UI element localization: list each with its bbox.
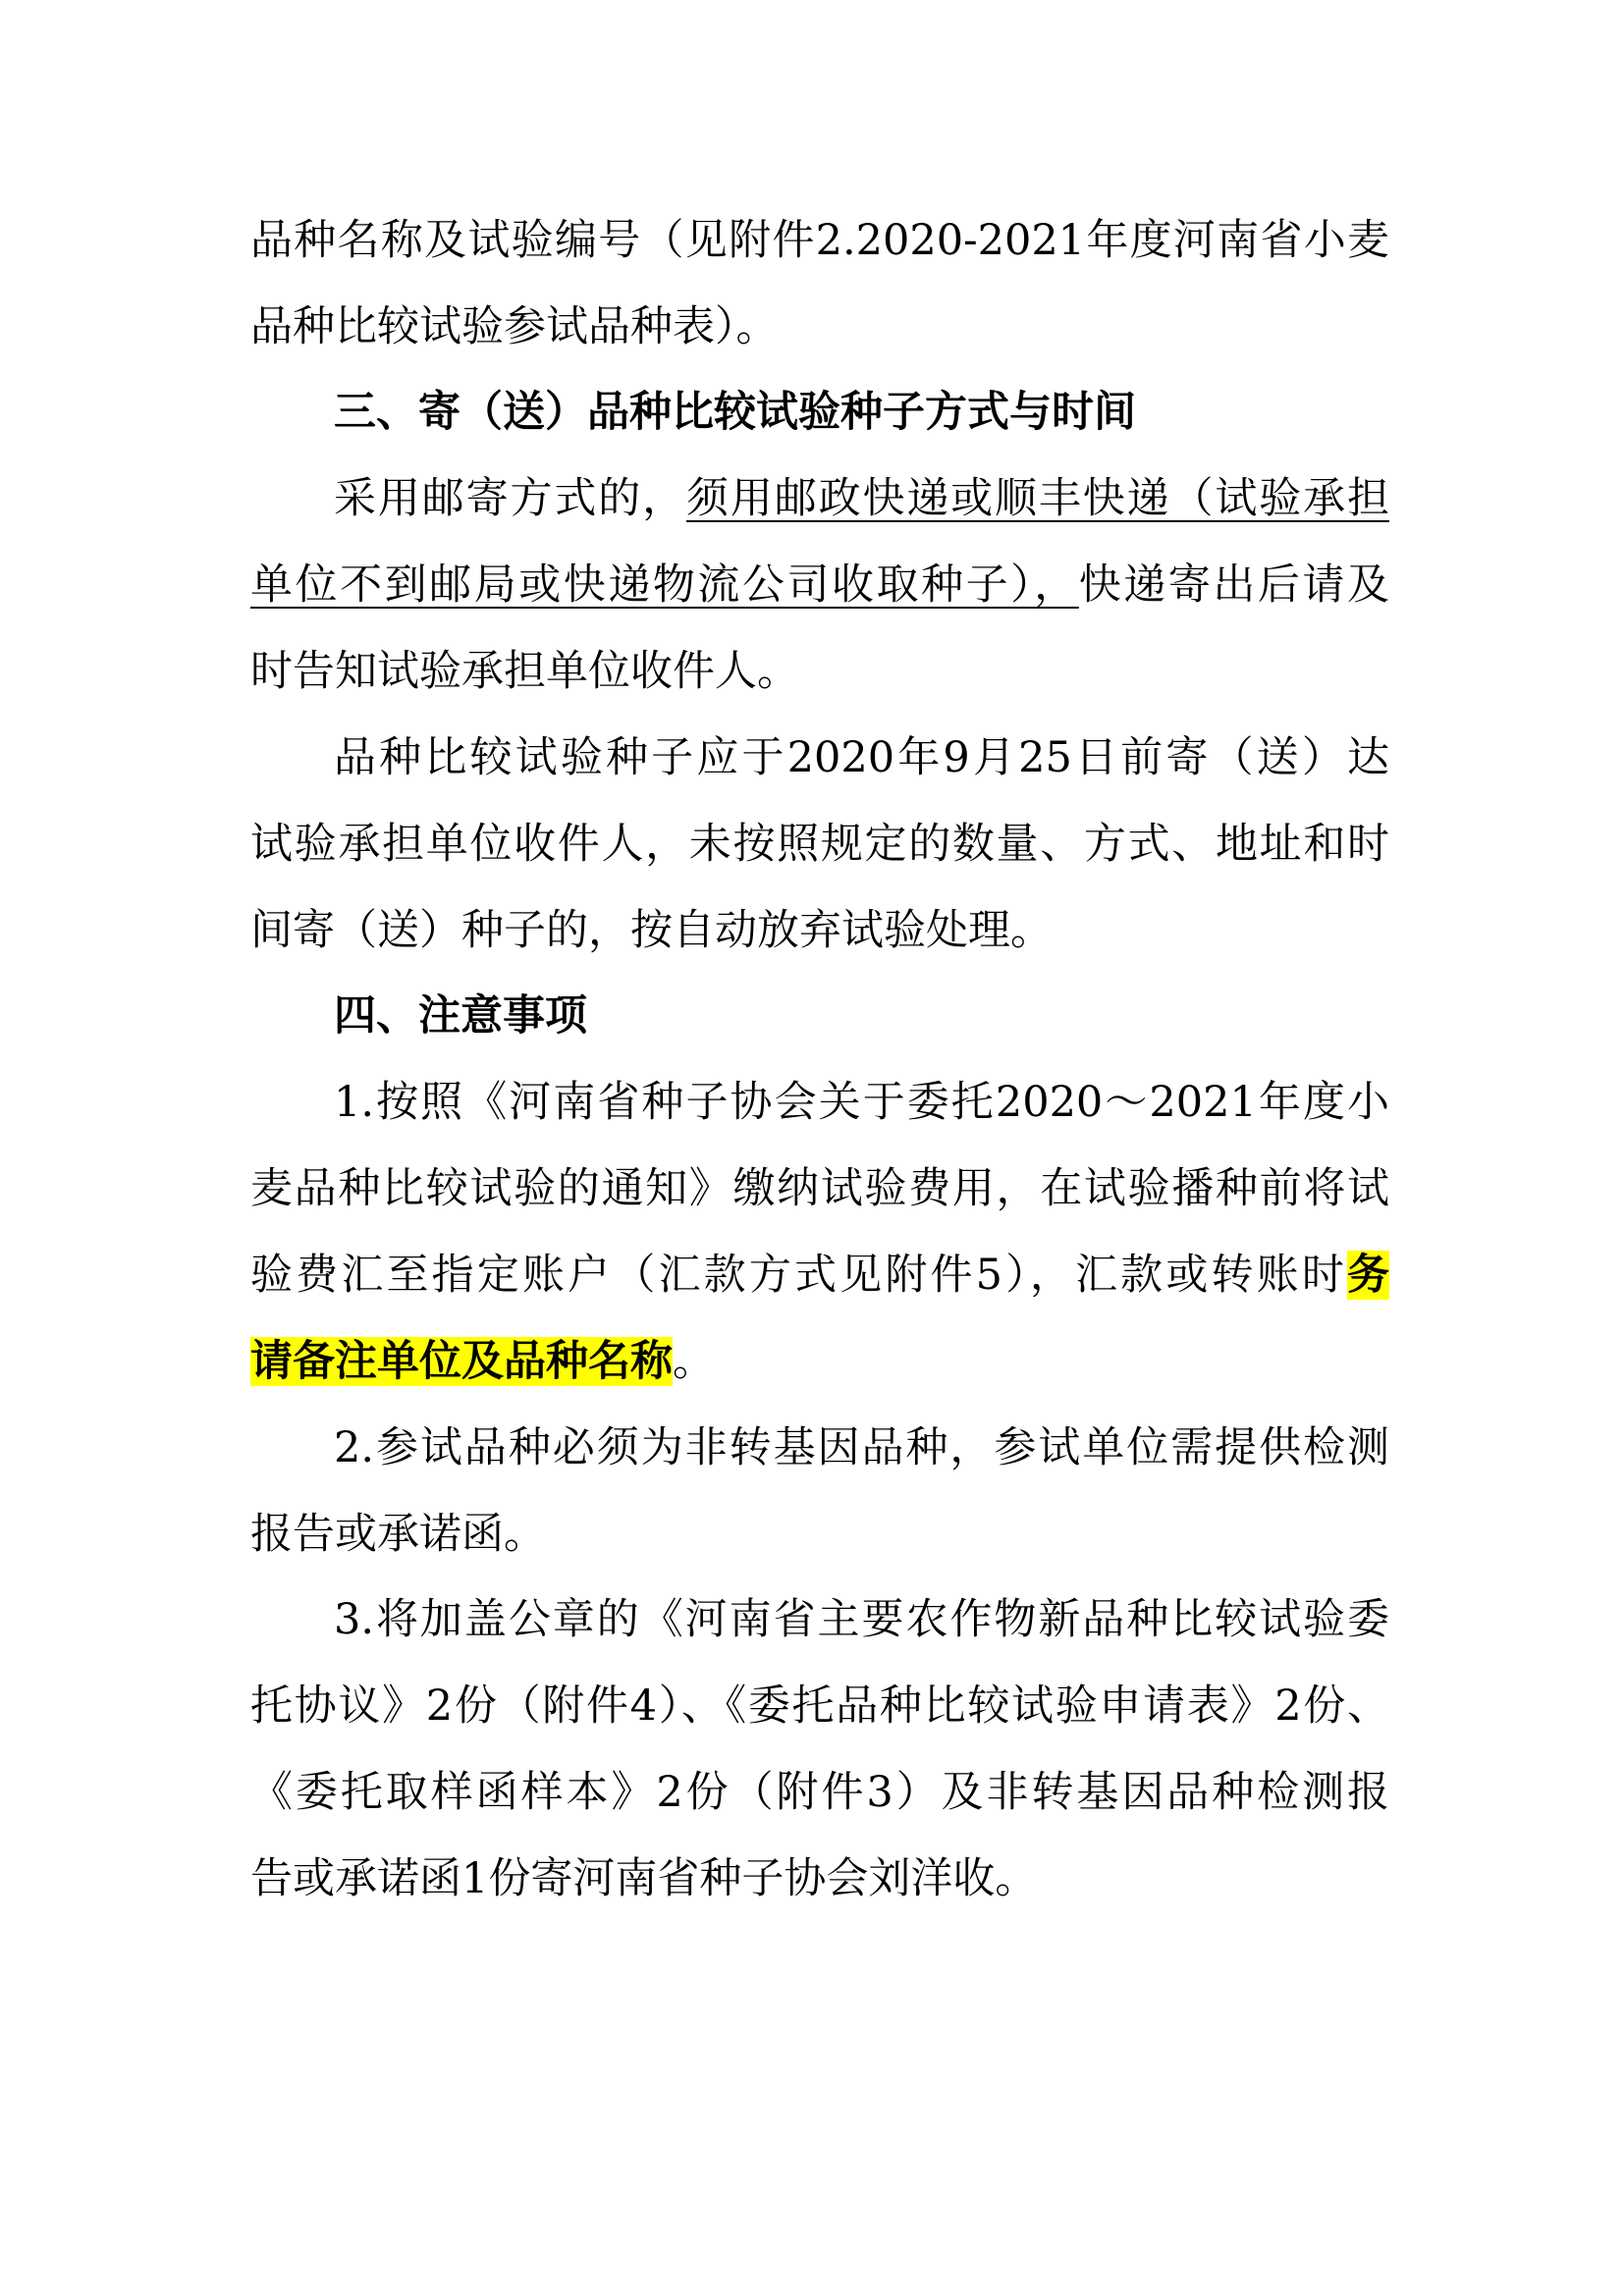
body-line <box>334 1415 1389 1480</box>
text-run: 告或承诺函1份寄河南省种子协会刘洋收。 <box>250 1854 1038 1903</box>
body-line <box>250 1760 1389 1825</box>
body-line <box>334 1070 1389 1135</box>
text-run: 麦品种比较试验的通知》缴纳试验费用，在试验播种前将试 <box>250 1164 1389 1213</box>
text-run: 品种名称及试验编号（见附件2.2020-2021年度河南省小麦 <box>250 216 1389 265</box>
text-run: 验费汇至指定账户（汇款方式见附件5），汇款或转账时 <box>250 1251 1347 1300</box>
body-line <box>250 1243 1389 1308</box>
body-line <box>250 812 1389 877</box>
body-line <box>334 466 1389 531</box>
underlined-text: 须用邮政快递或顺丰快递（试验承担 <box>685 474 1390 523</box>
heading-text: 四、注意事项 <box>334 991 587 1041</box>
body-line <box>250 639 1389 704</box>
text-run: 快递寄出后请及 <box>1078 561 1390 610</box>
heading-text: 三、寄（送）品种比较试验种子方式与时间 <box>334 388 1136 437</box>
body-line <box>334 725 1389 790</box>
body-line <box>250 553 1389 617</box>
underlined-text: 单位不到邮局或快递物流公司收取种子）， <box>250 561 1079 610</box>
section-heading-4 <box>334 984 1389 1048</box>
text-run: 采用邮寄方式的， <box>334 474 686 523</box>
text-run: 报告或承诺函。 <box>250 1510 546 1559</box>
text-run: 托协议》2份（附件4）、《委托品种比较试验申请表》2份、 <box>250 1682 1389 1731</box>
body-line <box>250 1156 1389 1221</box>
text-run: 3.将加盖公章的《河南省主要农作物新品种比较试验委 <box>334 1595 1389 1644</box>
section-heading-3 <box>334 380 1389 445</box>
body-line <box>250 294 1389 359</box>
highlighted-text: 请备注单位及品种名称 <box>250 1337 673 1386</box>
text-run: 1.按照《河南省种子协会关于委托2020～2021年度小 <box>334 1078 1389 1127</box>
body-line <box>250 898 1389 963</box>
text-run: 间寄（送）种子的，按自动放弃试验处理。 <box>250 906 1053 955</box>
body-line <box>250 1502 1389 1567</box>
text-run: 品种比较试验参试品种表）。 <box>250 302 779 351</box>
text-run: 《委托取样函样本》2份（附件3）及非转基因品种检测报 <box>250 1768 1389 1817</box>
body-line <box>250 208 1389 273</box>
body-line <box>334 1587 1389 1652</box>
text-run: 时告知试验承担单位收件人。 <box>250 647 799 696</box>
body-line <box>250 1329 1389 1394</box>
body-line <box>250 1674 1389 1738</box>
text-run: 2.参试品种必须为非转基因品种，参试单位需提供检测 <box>334 1423 1389 1472</box>
text-run: 。 <box>673 1337 715 1386</box>
text-run: 品种比较试验种子应于2020年9月25日前寄（送）达 <box>334 733 1389 782</box>
body-line <box>250 1846 1389 1911</box>
highlighted-text: 务 <box>1347 1251 1389 1300</box>
text-run: 试验承担单位收件人，未按照规定的数量、方式、地址和时 <box>250 820 1389 869</box>
